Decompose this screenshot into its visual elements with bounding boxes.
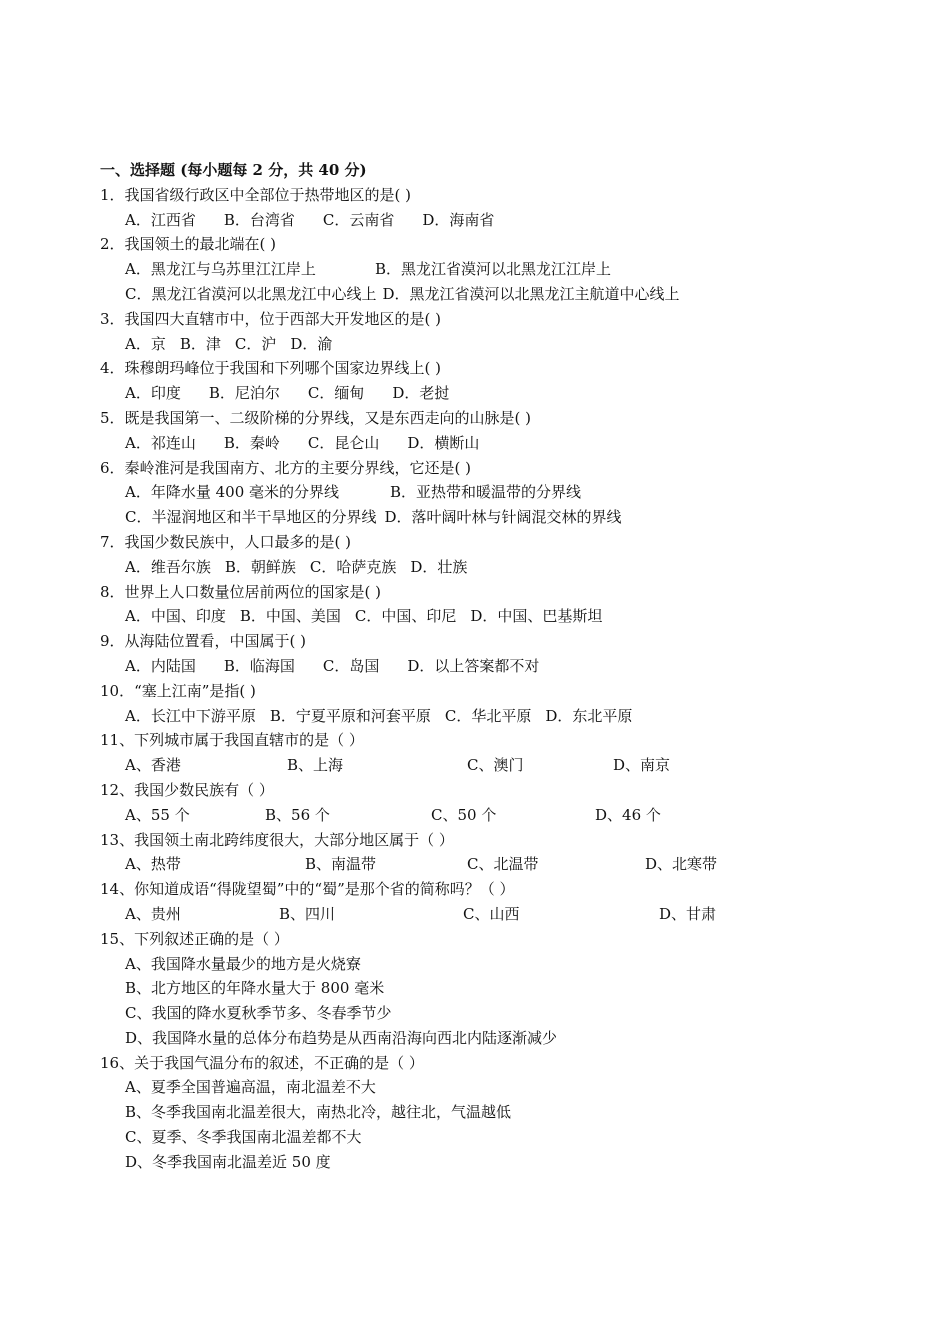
question-stem: 14、你知道成语“得陇望蜀”中的“蜀”是那个省的简称吗？（ ）	[100, 880, 515, 899]
option: B．临海国	[223, 656, 295, 675]
options-row	[100, 282, 860, 307]
option: C．半湿润地区和半干旱地区的分界线	[125, 508, 377, 527]
question-stem: 8．世界上人口数量位居前两位的国家是( )	[100, 582, 382, 601]
question-stem: 1．我国省级行政区中全部位于热带地区的是( )	[100, 185, 412, 204]
option: B、四川	[279, 904, 336, 923]
option: D．中国、巴基斯坦	[470, 607, 603, 626]
question-stem: 12、我国少数民族有（ ）	[100, 780, 274, 799]
options-row	[100, 431, 860, 456]
option: B、冬季我国南北温差很大，南热北冷，越往北，气温越低	[125, 1103, 512, 1122]
option: B、南温带	[305, 855, 377, 874]
options-row	[100, 257, 860, 282]
option: C、山西	[463, 904, 520, 923]
option: A．年降水量 400 毫米的分界线	[125, 483, 340, 502]
option: C．中国、印尼	[354, 607, 457, 626]
option: D．黑龙江省漠河以北黑龙江主航道中心线上	[382, 284, 680, 303]
options-list	[100, 952, 860, 1051]
option: B．黑龙江省漠河以北黑龙江江岸上	[375, 260, 612, 279]
option: C．岛国	[322, 656, 380, 675]
option: A．内陆国	[125, 656, 196, 675]
option: A．印度	[125, 384, 181, 403]
question-stem: 15、下列叙述正确的是（ ）	[100, 929, 289, 948]
option: D．以上答案都不对	[407, 656, 540, 675]
option: C．缅甸	[307, 384, 365, 403]
question-stem: 16、关于我国气温分布的叙述，不正确的是（ ）	[100, 1053, 424, 1072]
exam-content	[100, 158, 860, 1175]
option: D．落叶阔叶林与针阔混交林的界线	[384, 508, 622, 527]
option: D．海南省	[422, 210, 495, 229]
option: C、北温带	[467, 855, 539, 874]
options-row	[100, 604, 860, 629]
question-stem: 2．我国领土的最北端在( )	[100, 235, 277, 254]
option: C、澳门	[467, 756, 524, 775]
option: C、夏季、冬季我国南北温差都不大	[125, 1128, 362, 1147]
option: C．华北平原	[444, 706, 532, 725]
option: B．尼泊尔	[208, 384, 280, 403]
options-row	[100, 654, 860, 679]
question-stem: 4．珠穆朗玛峰位于我国和下列哪个国家边界线上( )	[100, 359, 442, 378]
option: A．江西省	[125, 210, 196, 229]
option: D．横断山	[407, 433, 480, 452]
option: A．中国、印度	[125, 607, 226, 626]
options-row	[100, 852, 860, 877]
option: D、北寒带	[645, 855, 718, 874]
option: B．台湾省	[223, 210, 295, 229]
question-stem: 13、我国领土南北跨纬度很大，大部分地区属于（ ）	[100, 830, 454, 849]
option: B．秦岭	[223, 433, 280, 452]
option: A、夏季全国普遍高温，南北温差不大	[125, 1078, 376, 1097]
option: A．黑龙江与乌苏里江江岸上	[125, 260, 316, 279]
option: A、香港	[125, 756, 181, 775]
options-row	[100, 753, 860, 778]
option: D、甘肃	[659, 904, 717, 923]
option: D．壮族	[410, 557, 468, 576]
option: A、我国降水量最少的地方是火烧寮	[125, 954, 361, 973]
question-stem: 9．从海陆位置看，中国属于( )	[100, 632, 307, 651]
options-row	[100, 704, 860, 729]
option: B、上海	[287, 756, 344, 775]
options-row	[100, 555, 860, 580]
option: D、46 个	[595, 805, 661, 824]
option: B、北方地区的年降水量大于 800 毫米	[125, 979, 385, 998]
option: D、南京	[613, 756, 671, 775]
option: D、冬季我国南北温差近 50 度	[125, 1152, 331, 1171]
option: B、56 个	[265, 805, 330, 824]
option: A、热带	[125, 855, 181, 874]
option: C．哈萨克族	[309, 557, 397, 576]
options-row	[100, 208, 860, 233]
option: A．维吾尔族	[125, 557, 211, 576]
question-stem: 7．我国少数民族中，人口最多的是( )	[100, 532, 352, 551]
option: D．渝	[290, 334, 333, 353]
option: B．亚热带和暖温带的分界线	[390, 483, 582, 502]
option: D．老挝	[392, 384, 450, 403]
options-row	[100, 902, 860, 927]
option: C．昆仑山	[307, 433, 380, 452]
option: A．祁连山	[125, 433, 196, 452]
question-stem: 6．秦岭淮河是我国南方、北方的主要分界线，它还是( )	[100, 458, 472, 477]
option: D、我国降水量的总体分布趋势是从西南沿海向西北内陆逐渐减少	[125, 1028, 558, 1047]
option: C．云南省	[322, 210, 395, 229]
option: C、50 个	[431, 805, 497, 824]
question-stem: 3．我国四大直辖市中，位于西部大开发地区的是( )	[100, 309, 442, 328]
options-row	[100, 803, 860, 828]
option: B．朝鲜族	[224, 557, 296, 576]
section-title: 一、选择题 (每小题每 2 分，共 40 分)	[100, 161, 367, 179]
option: A．京	[125, 334, 166, 353]
options-row	[100, 480, 860, 505]
options-row	[100, 381, 860, 406]
options-row	[100, 332, 860, 357]
option: B．津	[179, 334, 221, 353]
option: A、55 个	[125, 805, 190, 824]
option: C、我国的降水夏秋季节多、冬春季节少	[125, 1004, 392, 1023]
option: B．宁夏平原和河套平原	[269, 706, 431, 725]
option: A．长江中下游平原	[125, 706, 256, 725]
option: A、贵州	[125, 904, 181, 923]
question-stem: 10．“塞上江南”是指( )	[100, 681, 256, 700]
question-stem: 11、下列城市属于我国直辖市的是（ ）	[100, 731, 364, 750]
options-row	[100, 505, 860, 530]
option: D．东北平原	[545, 706, 633, 725]
option: B．中国、美国	[239, 607, 341, 626]
question-stem: 5．既是我国第一、二级阶梯的分界线，又是东西走向的山脉是( )	[100, 408, 532, 427]
options-list	[100, 1075, 860, 1174]
option: C．黑龙江省漠河以北黑龙江中心线上	[125, 284, 377, 303]
option: C．沪	[234, 334, 277, 353]
